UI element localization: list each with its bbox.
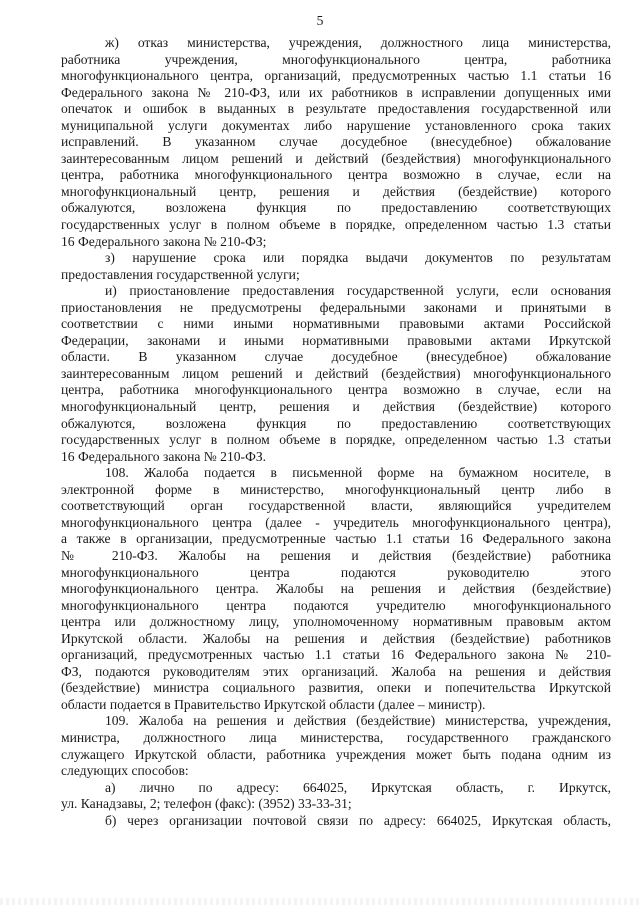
text-line: работника учреждения, многофункционального центра, работника: [61, 51, 611, 67]
text-line: ул. Канадзавы, 2; телефон (факс): (3952) 33-33-31;: [61, 796, 352, 812]
text-line: центра, работника многофункционального центра возможно в случае, если на: [61, 382, 611, 398]
text-line: министра, должностного лица министерства, государственного гражданского: [61, 729, 611, 745]
text-line: Федерации, законами и иными нормативными правовыми актами Иркутской: [61, 332, 611, 348]
text-line: заинтересованным лицом решений и действий (бездействия) многофункционального: [61, 365, 611, 381]
text-line: многофункционального центра. Жалобы на решения и действия (бездействие): [61, 581, 611, 597]
text-line: з) нарушение срока или порядка выдачи документов по результатам: [105, 250, 611, 266]
text-line: № 210-ФЗ. Жалобы на решения и действия (бездействие) работника: [61, 547, 611, 563]
text-line: обжалуются, возложена функция по предоставлению соответствующих: [61, 200, 611, 216]
text-line: 16 Федерального закона № 210-ФЗ.: [61, 448, 267, 464]
text-line: электронной форме в министерство, многофункциональный центр либо в: [61, 481, 611, 497]
text-line: б) через организации почтовой связи по адресу: 664025, Иркутская область,: [105, 812, 611, 828]
text-line: (бездействие) министра социального развития, опеки и попечительства Иркутской: [61, 680, 611, 696]
text-line: предоставления государственной услуги;: [61, 266, 300, 282]
text-line: муниципальной услуги документах либо нарушение установленного срока таких: [61, 117, 611, 133]
text-line: опечаток и ошибок в выданных в результате предоставления государственной или: [61, 101, 611, 117]
text-line: заинтересованным лицом решений и действий (бездействия) многофункционального: [61, 150, 611, 166]
text-line: многофункционального центра подаются учредителю многофункционального: [61, 597, 611, 613]
text-line: 108. Жалоба подается в письменной форме на бумажном носителе, в: [105, 465, 611, 481]
text-line: Федерального закона № 210-ФЗ, или их работников в исправлении допущенных ими: [61, 84, 611, 100]
text-line: организаций, предусмотренных частью 1.1 статьи 16 Федерального закона № 210-: [61, 647, 611, 663]
text-line: области. В указанном случае досудебное (внесудебное) обжалование: [61, 349, 611, 365]
text-line: соответствии с ними иными нормативными правовыми актами Российской: [61, 316, 611, 332]
text-line: а также в организации, предусмотренные частью 1.1 статьи 16 Федерального закона: [61, 531, 611, 547]
text-line: области подается в Правительство Иркутской области (далее – министр).: [61, 696, 486, 712]
text-line: следующих способов:: [61, 763, 189, 779]
text-line: многофункциональный центр, решения и действия (бездействие) которого: [61, 399, 611, 415]
text-line: ФЗ, подаются руководителям этих организаций. Жалоба на решения и действия: [61, 663, 611, 679]
scan-edge: [0, 898, 640, 905]
text-line: соответствующий орган государственной власти, являющийся учредителем: [61, 498, 611, 514]
page-number: 5: [316, 13, 324, 28]
text-line: государственных услуг в полном объеме в порядке, определенном частью 1.3 статьи: [61, 217, 611, 233]
text-line: многофункционального центра, организаций, предусмотренных частью 1.1 статьи 16: [61, 68, 611, 84]
text-line: исправлений. В указанном случае досудебное (внесудебное) обжалование: [61, 134, 611, 150]
text-line: ж) отказ министерства, учреждения, должностного лица министерства,: [105, 35, 611, 50]
text-line: центра или должностному лицу, уполномоченному нормативным правовым актом: [61, 614, 611, 630]
text-line: центра, работника многофункционального центра возможно в случае, если на: [61, 167, 611, 183]
text-line: Иркутской области. Жалобы на решения и действия (бездействие) работников: [61, 630, 611, 646]
text-line: многофункционального центра (далее - учредитель многофункционального центра),: [61, 514, 611, 530]
document-body: [61, 35, 611, 829]
text-line: 16 Федерального закона № 210-ФЗ;: [61, 233, 267, 249]
text-line: многофункционального центра подаются руководителю этого: [61, 564, 611, 580]
text-line: а) лично по адресу: 664025, Иркутская область, г. Иркутск,: [105, 779, 611, 795]
text-line: многофункциональный центр, решения и действия (бездействие) которого: [61, 183, 611, 199]
text-line: и) приостановление предоставления государственной услуги, если основания: [105, 283, 611, 299]
text-line: обжалуются, возложена функция по предоставлению соответствующих: [61, 415, 611, 431]
text-line: приостановления не предусмотрены федеральными законами и принятыми в: [61, 299, 611, 315]
text-line: 109. Жалоба на решения и действия (бездействие) министерства, учреждения,: [105, 713, 611, 729]
text-line: государственных услуг в полном объеме в порядке, определенном частью 1.3 статьи: [61, 432, 611, 448]
text-line: служащего Иркутской области, работника учреждения может быть подана одним из: [61, 746, 611, 762]
